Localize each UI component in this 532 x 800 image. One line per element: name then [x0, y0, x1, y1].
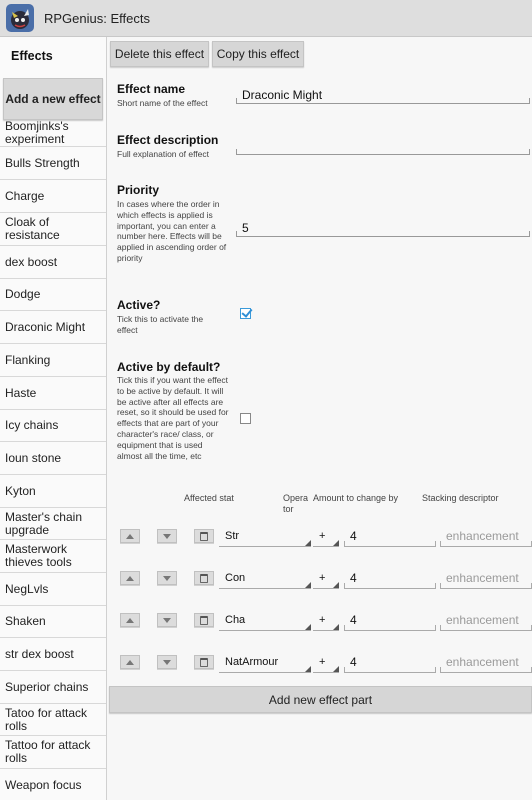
- input-underline: [344, 625, 436, 631]
- stat-value: Cha: [225, 614, 246, 626]
- stacking-placeholder: enhancement: [446, 571, 519, 585]
- amount-input[interactable]: [344, 567, 436, 589]
- priority-input[interactable]: 5: [242, 221, 249, 235]
- move-down-button[interactable]: [157, 655, 177, 669]
- list-item[interactable]: Charge: [0, 180, 106, 213]
- stat-value: Con: [225, 572, 246, 584]
- move-up-button[interactable]: [120, 655, 140, 669]
- delete-part-button[interactable]: [194, 571, 214, 585]
- operator-spinner[interactable]: [313, 609, 339, 631]
- dropdown-corner-icon: [305, 582, 311, 588]
- amount-input[interactable]: [344, 609, 436, 631]
- operator-value: +: [319, 614, 326, 626]
- priority-underline: [236, 231, 530, 237]
- add-effect-part-button[interactable]: Add new effect part: [109, 686, 532, 713]
- list-item[interactable]: NegLvls: [0, 573, 106, 606]
- effect-list: [0, 119, 106, 800]
- operator-spinner[interactable]: [313, 651, 339, 673]
- stat-value: Str: [225, 530, 240, 542]
- stat-spinner[interactable]: [219, 567, 311, 589]
- stacking-placeholder: enhancement: [446, 529, 519, 543]
- active-default-help: Tick this if you want the effect to be active by default. It will be active after all effects are reset, so it should be used for effects that are part of your character's race/ class, or equipment that is used almost all the time, etc: [117, 375, 229, 461]
- trash-icon: [200, 616, 208, 625]
- list-item[interactable]: Icy chains: [0, 410, 106, 442]
- amount-value: 4: [350, 655, 357, 669]
- priority-help: In cases where the order in which effects is applied is important, you can enter a number here. Effects will be applied in ascending order of priority: [117, 199, 227, 263]
- stacking-input[interactable]: [440, 651, 532, 673]
- operator-spinner[interactable]: [313, 567, 339, 589]
- operator-spinner[interactable]: [313, 525, 339, 547]
- arrow-down-icon: [163, 534, 171, 539]
- input-underline: [344, 667, 436, 673]
- dropdown-corner-icon: [333, 666, 339, 672]
- trash-icon: [200, 658, 208, 667]
- input-underline: [440, 667, 532, 673]
- arrow-up-icon: [126, 576, 134, 581]
- input-underline: [440, 625, 532, 631]
- input-underline: [344, 541, 436, 547]
- effects-sidebar: [0, 37, 107, 800]
- stacking-input[interactable]: [440, 567, 532, 589]
- spinner-underline: [219, 672, 311, 673]
- list-item[interactable]: Flanking: [0, 344, 106, 377]
- delete-part-button[interactable]: [194, 529, 214, 543]
- operator-value: +: [319, 530, 326, 542]
- arrow-down-icon: [163, 660, 171, 665]
- col-affected-stat: Affected stat: [184, 493, 234, 503]
- effect-description-underline: [236, 149, 530, 155]
- move-down-button[interactable]: [157, 571, 177, 585]
- move-up-button[interactable]: [120, 529, 140, 543]
- spinner-underline: [313, 672, 339, 673]
- dropdown-corner-icon: [333, 582, 339, 588]
- active-default-checkbox[interactable]: [240, 413, 251, 424]
- list-item[interactable]: dex boost: [0, 246, 106, 279]
- operator-value: +: [319, 656, 326, 668]
- dropdown-corner-icon: [305, 666, 311, 672]
- arrow-up-icon: [126, 618, 134, 623]
- dropdown-corner-icon: [305, 624, 311, 630]
- stat-spinner[interactable]: [219, 609, 311, 631]
- move-down-button[interactable]: [157, 529, 177, 543]
- stacking-placeholder: enhancement: [446, 655, 519, 669]
- amount-input[interactable]: [344, 651, 436, 673]
- add-effect-button[interactable]: Add a new effect: [3, 78, 103, 120]
- effect-name-label: Effect name: [117, 82, 186, 96]
- move-up-button[interactable]: [120, 613, 140, 627]
- spinner-underline: [313, 588, 339, 589]
- amount-value: 4: [350, 613, 357, 627]
- effect-editor: [108, 37, 532, 800]
- stacking-input[interactable]: [440, 609, 532, 631]
- list-item[interactable]: Boomjinks's experiment: [0, 120, 106, 147]
- stat-spinner[interactable]: [219, 525, 311, 547]
- sidebar-header: Effects: [11, 49, 53, 63]
- operator-value: +: [319, 572, 326, 584]
- list-item[interactable]: Masterwork thieves tools: [0, 540, 106, 573]
- delete-part-button[interactable]: [194, 613, 214, 627]
- window-title: RPGenius: Effects: [44, 10, 150, 26]
- list-item[interactable]: Tattoo for attack rolls: [0, 736, 106, 769]
- list-item[interactable]: Dodge: [0, 279, 106, 311]
- effect-name-underline: [236, 98, 530, 104]
- col-amount: Amount to change by: [313, 493, 399, 503]
- active-default-label: Active by default?: [117, 360, 221, 374]
- stacking-placeholder: enhancement: [446, 613, 519, 627]
- dropdown-corner-icon: [333, 540, 339, 546]
- col-stacking: Stacking descriptor: [422, 493, 499, 503]
- amount-input[interactable]: [344, 525, 436, 547]
- arrow-down-icon: [163, 576, 171, 581]
- arrow-up-icon: [126, 534, 134, 539]
- input-underline: [440, 541, 532, 547]
- list-item[interactable]: Ioun stone: [0, 442, 106, 475]
- spinner-underline: [313, 630, 339, 631]
- effect-name-input[interactable]: Draconic Might: [242, 88, 323, 102]
- arrow-down-icon: [163, 618, 171, 623]
- trash-icon: [200, 574, 208, 583]
- amount-value: 4: [350, 571, 357, 585]
- amount-value: 4: [350, 529, 357, 543]
- spinner-underline: [219, 588, 311, 589]
- effect-description-help: Full explanation of effect: [117, 149, 209, 159]
- active-checkbox[interactable]: [240, 308, 251, 319]
- list-item[interactable]: Draconic Might: [0, 311, 106, 344]
- app-logo-icon[interactable]: [5, 3, 35, 33]
- effect-description-label: Effect description: [117, 133, 219, 147]
- list-item[interactable]: Kyton: [0, 475, 106, 508]
- arrow-up-icon: [126, 660, 134, 665]
- spinner-underline: [219, 546, 311, 547]
- list-item[interactable]: Cloak of resistance: [0, 213, 106, 246]
- active-label: Active?: [117, 298, 161, 312]
- list-item[interactable]: Weapon focus: [5, 778, 82, 792]
- stacking-input[interactable]: [440, 525, 532, 547]
- stat-value: NatArmour: [225, 656, 279, 668]
- move-up-button[interactable]: [120, 571, 140, 585]
- input-underline: [344, 583, 436, 589]
- list-item[interactable]: Tatoo for attack rolls: [0, 704, 106, 736]
- col-operator: Opera tor: [283, 493, 309, 514]
- trash-icon: [200, 532, 208, 541]
- dropdown-corner-icon: [305, 540, 311, 546]
- list-item[interactable]: Shaken: [0, 606, 106, 638]
- list-item[interactable]: Bulls Strength: [0, 147, 106, 180]
- action-bar: [0, 0, 532, 37]
- spinner-underline: [219, 630, 311, 631]
- spinner-underline: [313, 546, 339, 547]
- dropdown-corner-icon: [333, 624, 339, 630]
- active-help: Tick this to activate the effect: [117, 314, 204, 335]
- priority-label: Priority: [117, 183, 160, 197]
- list-item[interactable]: Master's chain upgrade: [0, 508, 106, 540]
- copy-effect-button[interactable]: Copy this effect: [212, 41, 304, 67]
- list-item[interactable]: Superior chains: [0, 671, 106, 704]
- input-underline: [440, 583, 532, 589]
- list-item[interactable]: str dex boost: [0, 638, 106, 671]
- move-down-button[interactable]: [157, 613, 177, 627]
- delete-effect-button[interactable]: Delete this effect: [110, 41, 209, 67]
- stat-spinner[interactable]: [219, 651, 311, 673]
- list-item[interactable]: Haste: [0, 377, 106, 410]
- delete-part-button[interactable]: [194, 655, 214, 669]
- effect-name-help: Short name of the effect: [117, 98, 208, 108]
